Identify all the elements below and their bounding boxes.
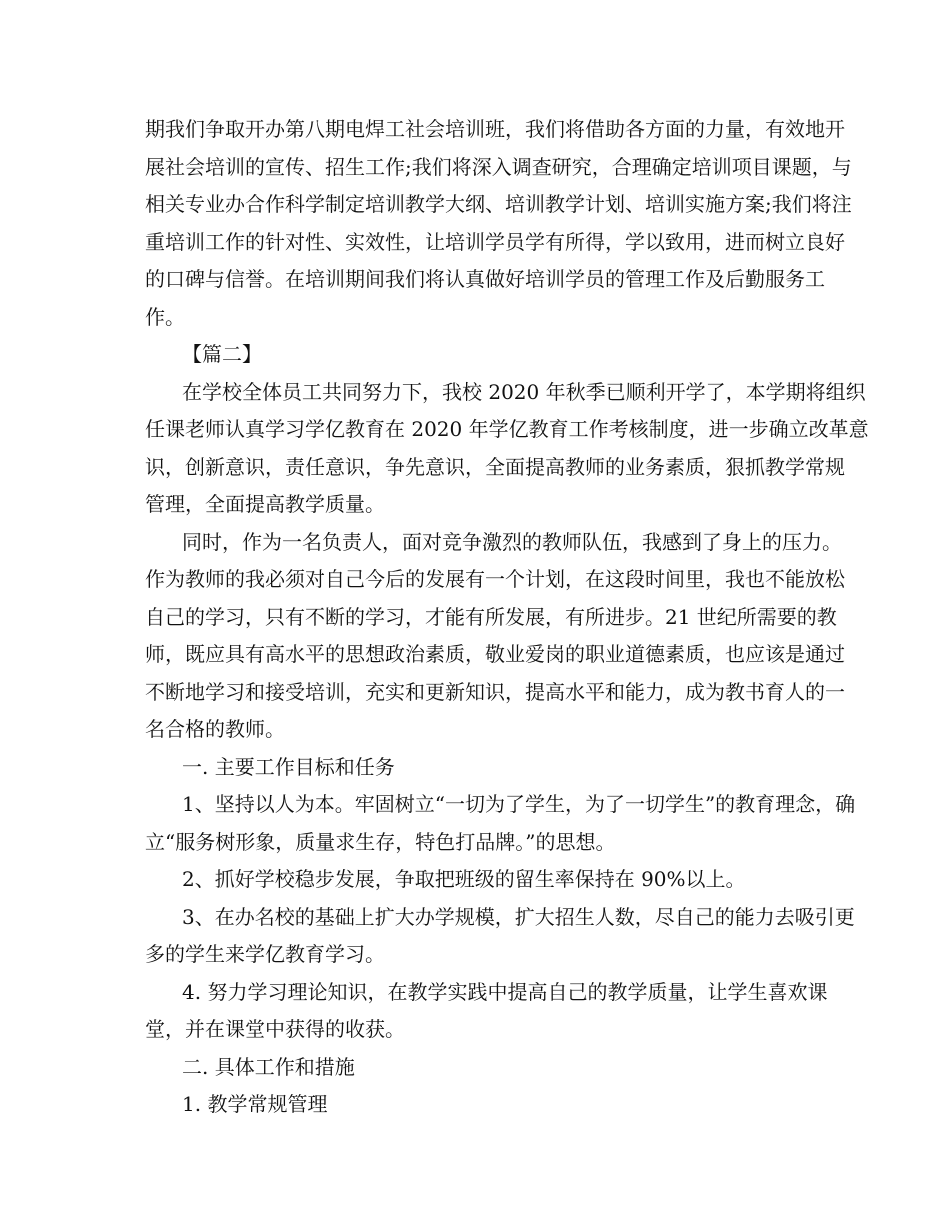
paragraph-line: 期我们争取开办第八期电焊工社会培训班，我们将借助各方面的力量，有效地开 — [145, 117, 845, 141]
paragraph-line: 识，创新意识，责任意识，争先意识，全面提高教师的业务素质，狠抓教学常规 — [145, 454, 845, 479]
paragraph-line: 同时，作为一名负责人，面对竞争激烈的教师队伍，我感到了身上的压力。 — [182, 529, 842, 554]
subsection-heading: 二. 具体工作和措施 — [182, 1054, 355, 1079]
list-item-line: 2、抓好学校稳步发展，争取把班级的留生率保持在 90%以上。 — [182, 867, 746, 891]
paragraph-line: 作。 — [145, 304, 185, 329]
subsection-item: 1. 教学常规管理 — [182, 1092, 328, 1116]
paragraph-line: 作为教师的我必须对自己今后的发展有一个计划，在这段时间里，我也不能放松 — [145, 567, 845, 591]
paragraph-line: 的口碑与信誉。在培训期间我们将认真做好培训学员的管理工作及后勤服务工 — [145, 267, 825, 291]
list-item-line: 堂，并在课堂中获得的收获。 — [145, 1017, 405, 1041]
list-item-line: 多的学生来学亿教育学习。 — [145, 942, 385, 966]
paragraph-line: 任课老师认真学习学亿教育在 2020 年学亿教育工作考核制度，进一步确立改革意 — [145, 417, 869, 441]
section-heading: 【篇二】 — [182, 342, 262, 366]
list-item-line: 1、坚持以人为本。牢固树立“一切为了学生，为了一切学生”的教育理念，确 — [182, 792, 856, 816]
list-item-line: 4. 努力学习理论知识，在教学实践中提高自己的教学质量，让学生喜欢课 — [182, 979, 828, 1004]
paragraph-line: 展社会培训的宣传、招生工作;我们将深入调查研究，合理确定培训项目课题，与 — [145, 154, 852, 179]
paragraph-line: 师，既应具有高水平的思想政治素质，敬业爱岗的职业道德素质，也应该是通过 — [145, 642, 845, 666]
paragraph-line: 不断地学习和接受培训，充实和更新知识，提高水平和能力，成为教书育人的一 — [145, 679, 845, 704]
list-item-line: 3、在办名校的基础上扩大办学规模，扩大招生人数，尽自己的能力去吸引更 — [182, 904, 855, 929]
paragraph-line: 管理，全面提高教学质量。 — [145, 492, 385, 516]
paragraph-line: 相关专业办合作科学制定培训教学大纲、培训教学计划、培训实施方案;我们将注 — [145, 192, 852, 216]
list-item-line: 立“服务树形象，质量求生存，特色打品牌。”的思想。 — [145, 829, 616, 854]
paragraph-line: 重培训工作的针对性、实效性，让培训学员学有所得，学以致用，进而树立良好 — [145, 229, 845, 254]
paragraph-line: 自己的学习，只有不断的学习，才能有所发展，有所进步。21 世纪所需要的教 — [145, 604, 837, 629]
paragraph-line: 名合格的教师。 — [145, 717, 285, 741]
paragraph-line: 在学校全体员工共同努力下，我校 2020 年秋季已顺利开学了，本学期将组织 — [182, 379, 866, 404]
subsection-heading: 一. 主要工作目标和任务 — [182, 754, 395, 779]
